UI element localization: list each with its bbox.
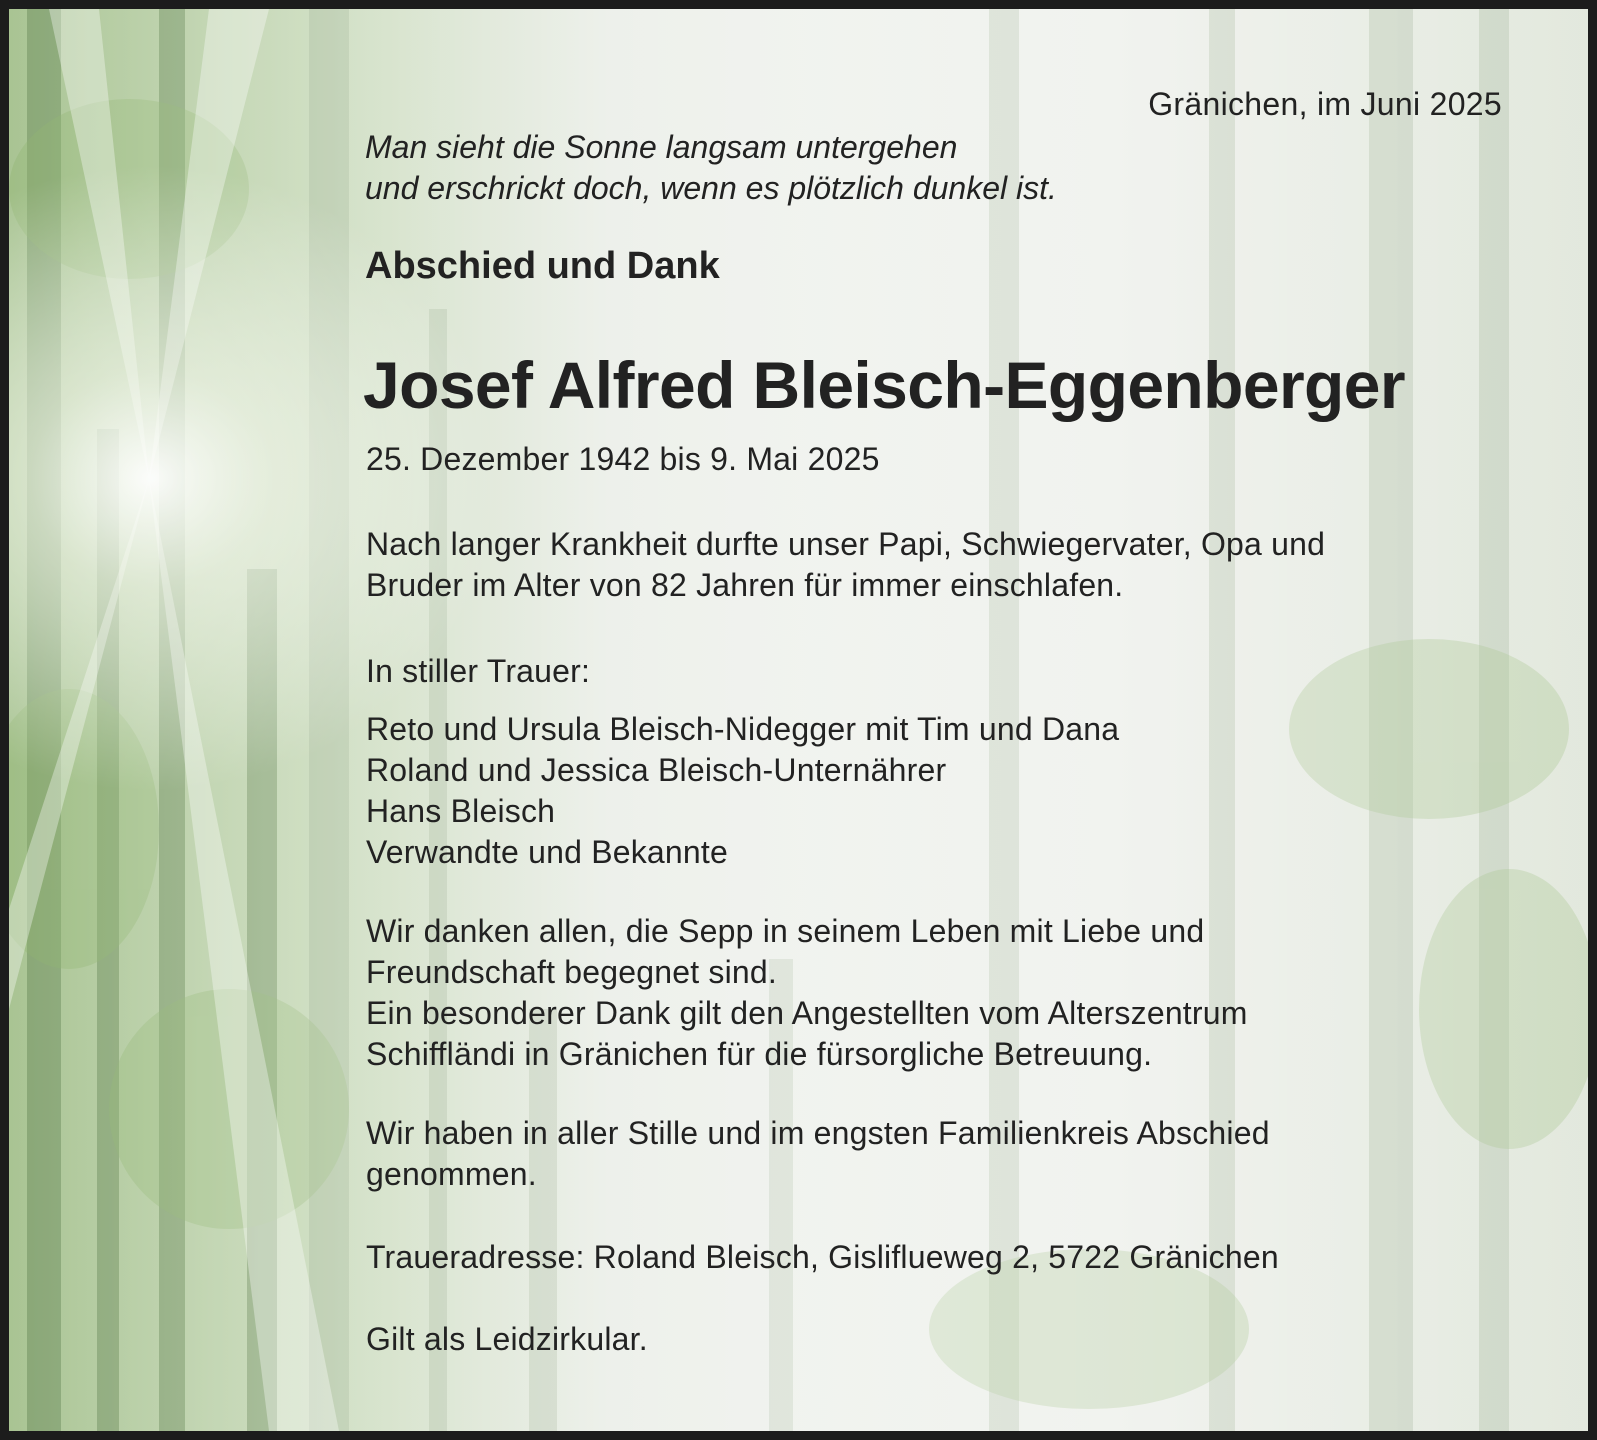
paragraph-line: Bruder im Alter von 82 Jahren für immer einschlafen. <box>366 567 1124 603</box>
paragraph-line: Nach langer Krankheit durfte unser Papi, Schwiegervater, Opa und <box>366 526 1326 562</box>
deceased-name: Josef Alfred Bleisch-Eggenberger <box>363 348 1405 422</box>
paragraph-line: Ein besonderer Dank gilt den Angestellten vom Alterszentrum <box>366 995 1248 1031</box>
mourner-entry: Hans Bleisch <box>366 793 556 829</box>
circular-note: Gilt als Leidzirkular. <box>366 1321 648 1357</box>
paragraph-line: Wir haben in aller Stille und im engsten Familienkreis Abschied <box>366 1115 1270 1151</box>
mourning-address: Traueradresse: Roland Bleisch, Gisliflueweg 2, 5722 Gränichen <box>366 1239 1279 1275</box>
paragraph-line: Freundschaft begegnet sind. <box>366 954 778 990</box>
paragraph-line: Schiffländi in Gränichen für die fürsorgliche Betreuung. <box>366 1036 1153 1072</box>
death-announcement-paragraph <box>366 524 1325 606</box>
motto-quote <box>365 127 1057 209</box>
motto-line: Man sieht die Sonne langsam untergehen <box>365 129 958 165</box>
mourner-entry: Reto und Ursula Bleisch-Nidegger mit Tim und Dana <box>366 711 1120 747</box>
mourner-entry: Verwandte und Bekannte <box>366 834 729 870</box>
mourner-entry: Roland und Jessica Bleisch-Unternährer <box>366 752 947 788</box>
mourners-list <box>366 709 1119 873</box>
farewell-paragraph <box>366 1113 1270 1195</box>
notice-content <box>9 9 1588 1431</box>
paragraph-line: genommen. <box>366 1156 537 1192</box>
mourners-label: In stiller Trauer: <box>366 653 591 689</box>
life-dates: 25. Dezember 1942 bis 9. Mai 2025 <box>366 441 880 477</box>
paragraph-line: Wir danken allen, die Sepp in seinem Leben mit Liebe und <box>366 913 1205 949</box>
notice-heading: Abschied und Dank <box>365 245 720 287</box>
motto-line: und erschrickt doch, wenn es plötzlich dunkel ist. <box>365 170 1057 206</box>
thanks-paragraph <box>366 911 1248 1075</box>
place-and-date: Gränichen, im Juni 2025 <box>1148 86 1502 122</box>
